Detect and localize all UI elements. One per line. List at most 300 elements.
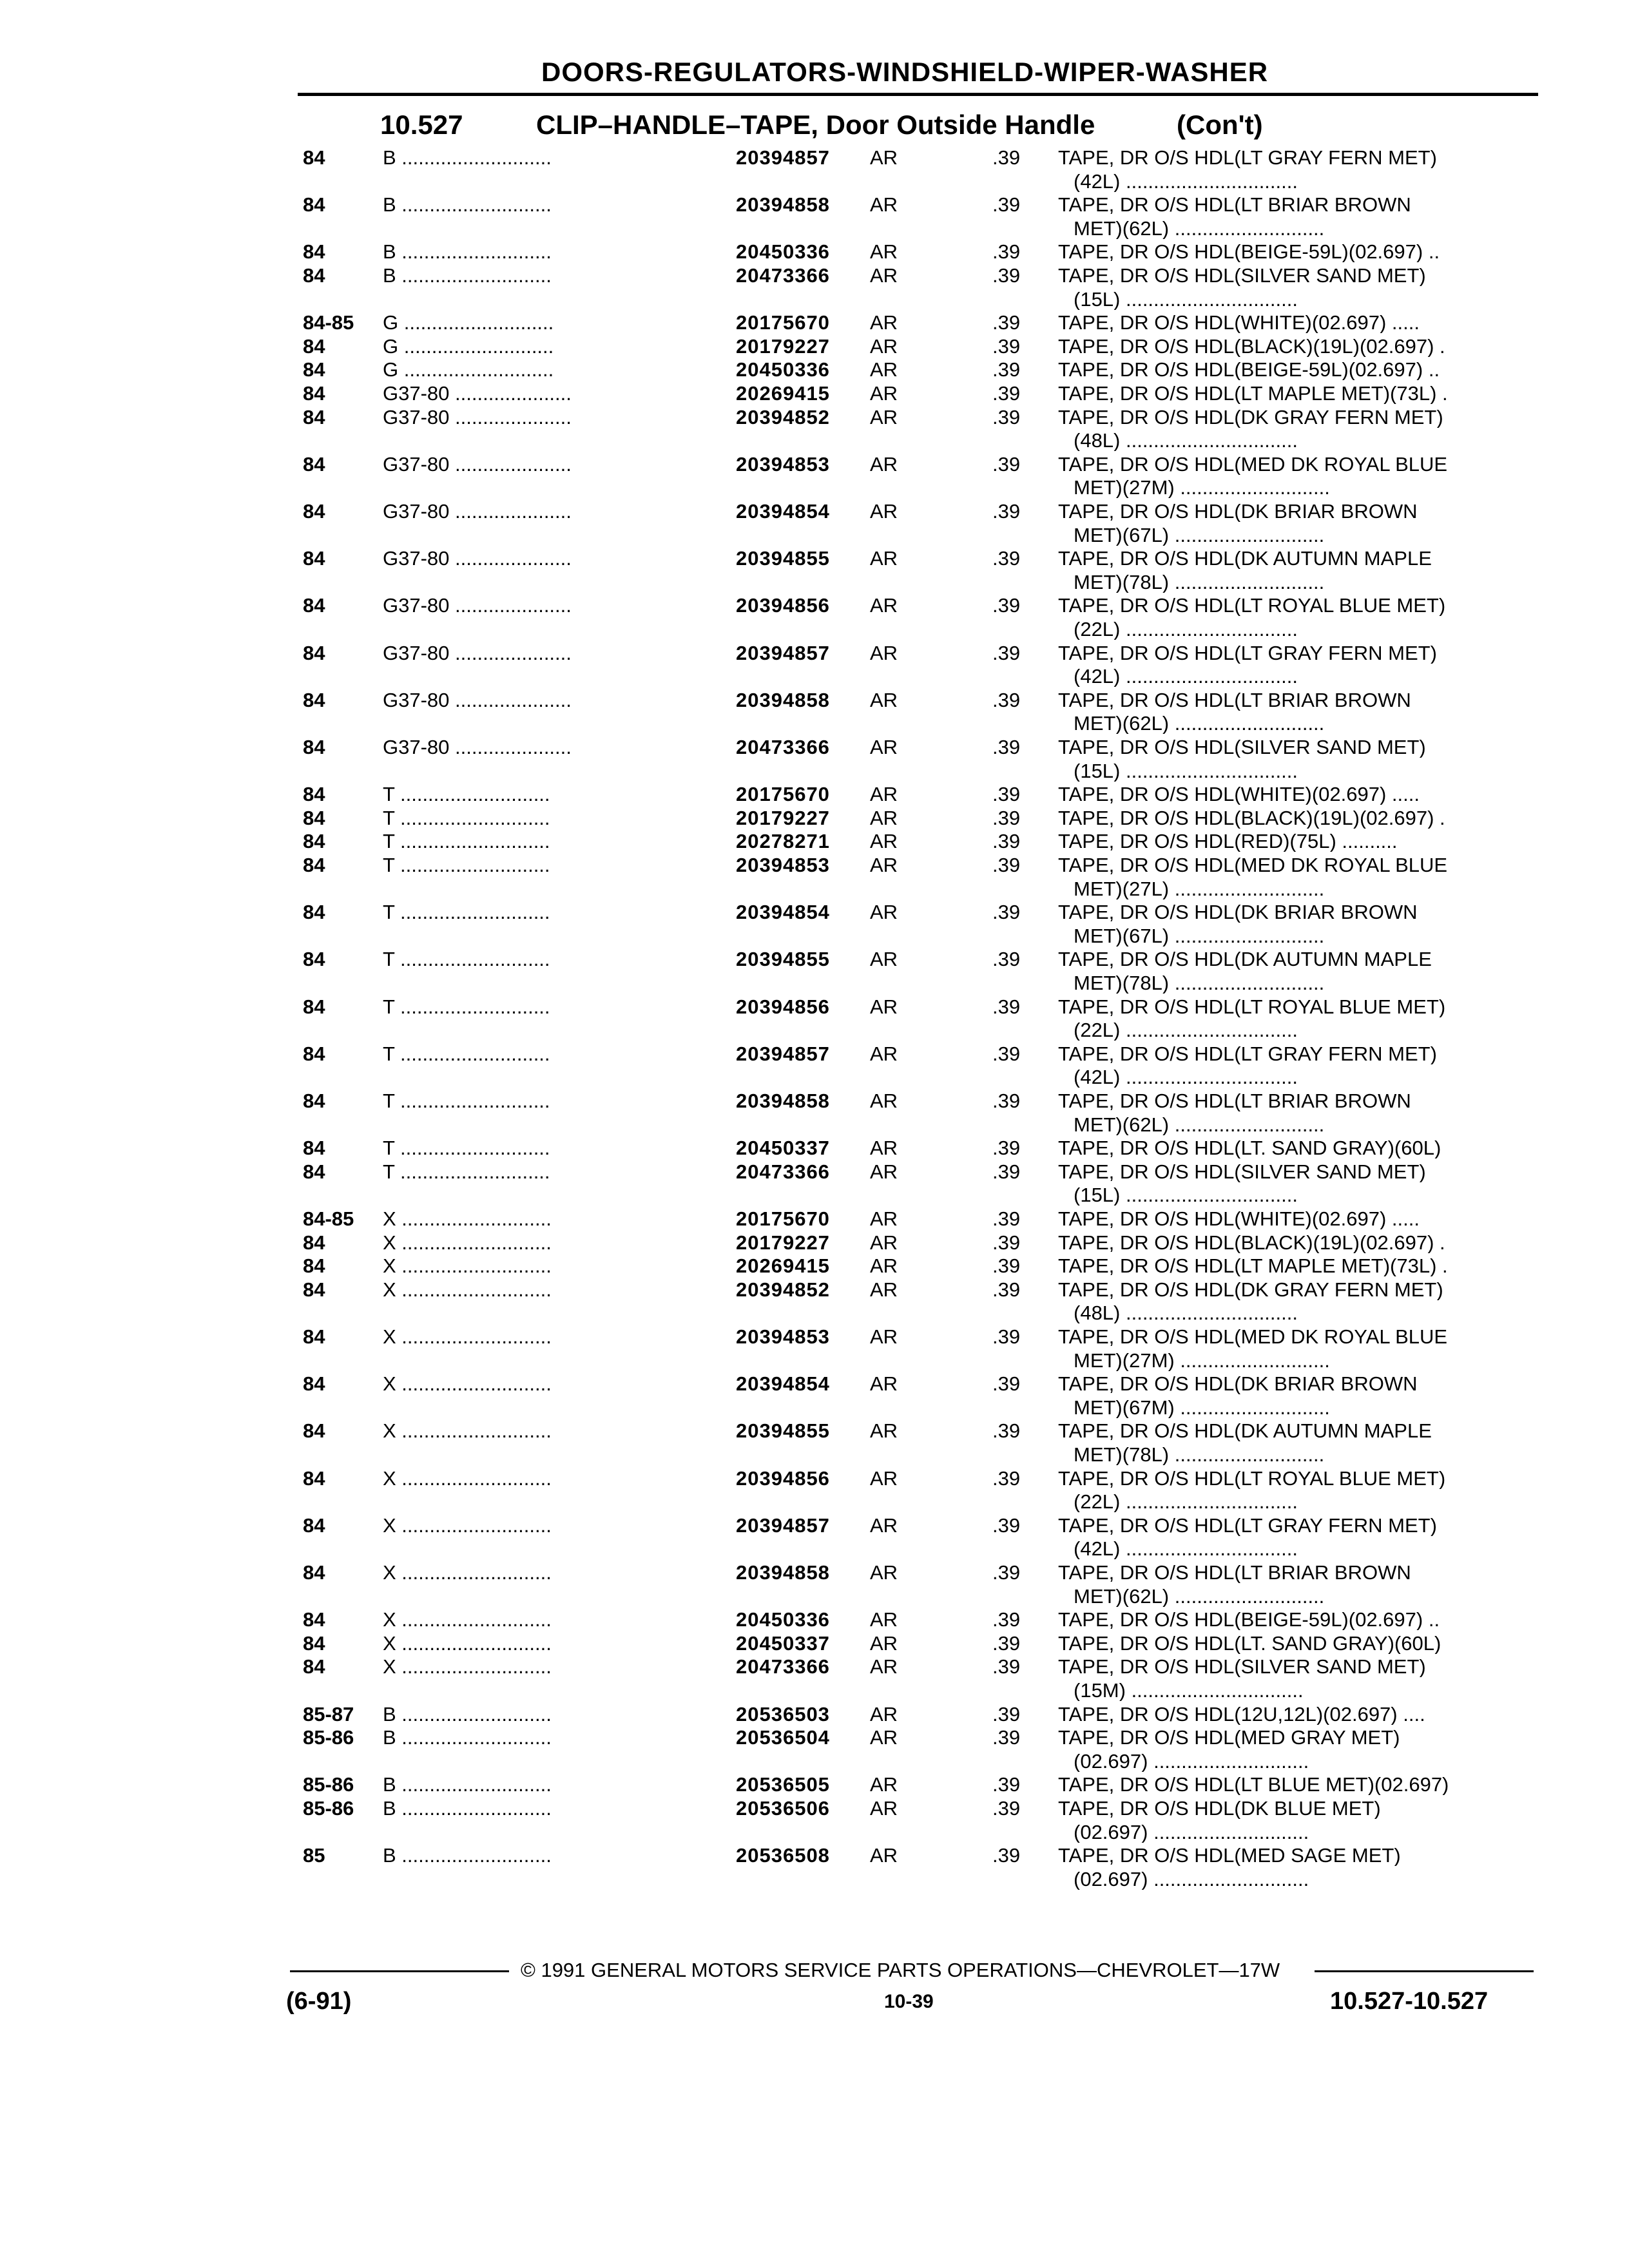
table-row (0, 336, 1629, 357)
row-description: TAPE, DR O/S HDL(LT GRAY FERN MET) (1058, 147, 1437, 168)
row-series: X ........................... (383, 1562, 552, 1583)
row-description: TAPE, DR O/S HDL(LT BLUE MET)(02.697) (1058, 1774, 1449, 1795)
row-year: 84 (303, 830, 325, 852)
row-quantity: AR (870, 1844, 898, 1867)
table-row (0, 689, 1629, 711)
row-year: 84 (303, 240, 325, 263)
table-row-continuation (0, 1491, 1629, 1512)
row-series: X ........................... (383, 1279, 552, 1300)
row-year: 84 (303, 1561, 325, 1584)
row-year: 84 (303, 1043, 325, 1065)
table-row (0, 1279, 1629, 1300)
row-description: TAPE, DR O/S HDL(LT BRIAR BROWN (1058, 1090, 1411, 1111)
row-description: TAPE, DR O/S HDL(DK BRIAR BROWN (1058, 901, 1418, 923)
row-quantity: AR (870, 1561, 898, 1584)
row-series: T ........................... (383, 1090, 550, 1111)
row-part-number: 20473366 (736, 1655, 830, 1678)
row-description: TAPE, DR O/S HDL(BLACK)(19L)(02.697) . (1058, 1232, 1445, 1253)
row-series: B ........................... (383, 1727, 552, 1748)
row-series: X ........................... (383, 1232, 552, 1253)
footer-date: (6-91) (286, 1988, 352, 2015)
row-quantity: AR (870, 948, 898, 970)
row-description: TAPE, DR O/S HDL(BLACK)(19L)(02.697) . (1058, 807, 1445, 829)
row-year: 84 (303, 901, 325, 923)
row-quantity: AR (870, 854, 898, 876)
row-price: .39 (992, 1160, 1021, 1183)
row-description: TAPE, DR O/S HDL(LT BRIAR BROWN (1058, 1562, 1411, 1583)
row-quantity: AR (870, 1254, 898, 1277)
row-quantity: AR (870, 995, 898, 1018)
row-description-cont: (42L) ............................... (1074, 666, 1298, 687)
row-year: 84 (303, 1467, 325, 1490)
row-part-number: 20394853 (736, 854, 830, 876)
row-price: .39 (992, 1254, 1021, 1277)
row-series: X ........................... (383, 1609, 552, 1630)
row-series: T ........................... (383, 831, 550, 852)
row-part-number: 20278271 (736, 830, 830, 852)
row-description-cont: MET)(62L) ........................... (1074, 1586, 1325, 1607)
row-series: X ........................... (383, 1326, 552, 1347)
table-row-continuation (0, 1184, 1629, 1206)
section-name: CLIP–HANDLE–TAPE, Door Outside Handle (536, 110, 1095, 140)
row-description-cont: (22L) ............................... (1074, 619, 1298, 640)
row-part-number: 20394858 (736, 193, 830, 216)
row-description-cont: (48L) ............................... (1074, 1302, 1298, 1323)
table-row (0, 194, 1629, 215)
section-number: 10.527 (380, 110, 463, 140)
row-description-cont: (02.697) ............................ (1074, 1821, 1309, 1843)
row-description-cont: (22L) ............................... (1074, 1491, 1298, 1512)
table-row-continuation (0, 1869, 1629, 1890)
row-series: T ........................... (383, 996, 550, 1017)
row-series: X ........................... (383, 1656, 552, 1677)
row-description-cont: (15L) ............................... (1074, 1184, 1298, 1206)
row-quantity: AR (870, 1467, 898, 1490)
row-quantity: AR (870, 642, 898, 664)
row-series: X ........................... (383, 1468, 552, 1489)
table-row (0, 1798, 1629, 1819)
row-part-number: 20175670 (736, 1207, 830, 1230)
row-price: .39 (992, 642, 1021, 664)
table-row (0, 454, 1629, 475)
row-description-cont: (42L) ............................... (1074, 171, 1298, 192)
row-part-number: 20536503 (736, 1703, 830, 1725)
row-quantity: AR (870, 311, 898, 334)
row-part-number: 20394858 (736, 1090, 830, 1112)
row-quantity: AR (870, 1703, 898, 1725)
row-part-number: 20473366 (736, 1160, 830, 1183)
row-description-cont: MET)(67M) ........................... (1074, 1397, 1330, 1418)
row-quantity: AR (870, 240, 898, 263)
table-row-continuation (0, 1680, 1629, 1701)
row-price: .39 (992, 1231, 1021, 1254)
row-description: TAPE, DR O/S HDL(LT GRAY FERN MET) (1058, 1043, 1437, 1064)
table-row-continuation (0, 572, 1629, 593)
row-description: TAPE, DR O/S HDL(LT. SAND GRAY)(60L) (1058, 1137, 1441, 1158)
row-price: .39 (992, 1655, 1021, 1678)
row-part-number: 20394857 (736, 146, 830, 169)
row-quantity: AR (870, 1160, 898, 1183)
row-price: .39 (992, 335, 1021, 358)
row-series: B ........................... (383, 1845, 552, 1866)
footer-copyright: © 1991 GENERAL MOTORS SERVICE PARTS OPERATIONS—CHEVROLET—17W (521, 1959, 1280, 1981)
row-part-number: 20394856 (736, 594, 830, 617)
row-year: 84 (303, 854, 325, 876)
row-year: 84 (303, 1160, 325, 1183)
row-description-cont: MET)(27L) ........................... (1074, 878, 1325, 899)
row-description-cont: MET)(27M) ........................... (1074, 1350, 1330, 1371)
row-year: 84 (303, 1090, 325, 1112)
row-series: G37-80 ..................... (383, 383, 572, 404)
page-header-title: DOORS-REGULATORS-WINDSHIELD-WIPER-WASHER (541, 57, 1269, 87)
row-description-cont: MET)(67L) ........................... (1074, 925, 1325, 947)
row-description: TAPE, DR O/S HDL(LT MAPLE MET)(73L) . (1058, 383, 1448, 404)
row-year: 84-85 (303, 311, 354, 334)
row-year: 85 (303, 1844, 325, 1867)
row-price: .39 (992, 807, 1021, 829)
row-year: 84 (303, 1608, 325, 1631)
row-year: 85-86 (303, 1773, 354, 1796)
header-rule (298, 93, 1538, 96)
row-part-number: 20394857 (736, 1514, 830, 1537)
row-description: TAPE, DR O/S HDL(SILVER SAND MET) (1058, 265, 1426, 286)
row-description: TAPE, DR O/S HDL(SILVER SAND MET) (1058, 1656, 1426, 1677)
row-price: .39 (992, 406, 1021, 428)
table-row-continuation (0, 289, 1629, 310)
row-series: G ........................... (383, 312, 554, 333)
row-description: TAPE, DR O/S HDL(LT. SAND GRAY)(60L) (1058, 1633, 1441, 1654)
row-price: .39 (992, 311, 1021, 334)
row-description: TAPE, DR O/S HDL(WHITE)(02.697) ..... (1058, 312, 1420, 333)
row-part-number: 20450336 (736, 358, 830, 381)
row-year: 84 (303, 1655, 325, 1678)
row-price: .39 (992, 1043, 1021, 1065)
row-quantity: AR (870, 264, 898, 287)
row-description-cont: (42L) ............................... (1074, 1066, 1298, 1088)
row-price: .39 (992, 948, 1021, 970)
row-year: 84 (303, 264, 325, 287)
row-price: .39 (992, 1514, 1021, 1537)
row-year: 84 (303, 382, 325, 405)
row-price: .39 (992, 1090, 1021, 1112)
row-part-number: 20179227 (736, 807, 830, 829)
row-quantity: AR (870, 1655, 898, 1678)
footer-section-range: 10.527-10.527 (1330, 1988, 1489, 2015)
row-quantity: AR (870, 783, 898, 805)
row-description: TAPE, DR O/S HDL(BEIGE-59L)(02.697) .. (1058, 241, 1440, 262)
row-price: .39 (992, 547, 1021, 570)
row-quantity: AR (870, 547, 898, 570)
table-row (0, 996, 1629, 1017)
row-price: .39 (992, 1561, 1021, 1584)
row-description: TAPE, DR O/S HDL(MED DK ROYAL BLUE (1058, 1326, 1448, 1347)
row-year: 84 (303, 500, 325, 523)
row-price: .39 (992, 736, 1021, 758)
row-year: 84 (303, 453, 325, 476)
row-price: .39 (992, 1278, 1021, 1301)
row-quantity: AR (870, 1726, 898, 1749)
row-description: TAPE, DR O/S HDL(DK BLUE MET) (1058, 1798, 1381, 1819)
row-series: X ........................... (383, 1633, 552, 1654)
table-row (0, 1137, 1629, 1158)
row-price: .39 (992, 453, 1021, 476)
row-description-cont: MET)(78L) ........................... (1074, 972, 1325, 994)
row-year: 84 (303, 1254, 325, 1277)
row-part-number: 20394854 (736, 1372, 830, 1395)
table-row (0, 901, 1629, 923)
table-row-continuation (0, 925, 1629, 947)
row-year: 84 (303, 146, 325, 169)
row-part-number: 20394855 (736, 948, 830, 970)
table-row (0, 831, 1629, 852)
table-row (0, 1609, 1629, 1630)
row-quantity: AR (870, 335, 898, 358)
row-part-number: 20179227 (736, 335, 830, 358)
row-year: 85-86 (303, 1726, 354, 1749)
row-price: .39 (992, 1467, 1021, 1490)
row-description-cont: (48L) ............................... (1074, 430, 1298, 451)
row-year: 84 (303, 406, 325, 428)
row-price: .39 (992, 1372, 1021, 1395)
row-description: TAPE, DR O/S HDL(SILVER SAND MET) (1058, 736, 1426, 758)
row-year: 85-87 (303, 1703, 354, 1725)
table-row (0, 241, 1629, 262)
row-year: 84 (303, 807, 325, 829)
row-year: 84 (303, 1514, 325, 1537)
row-price: .39 (992, 1726, 1021, 1749)
row-description: TAPE, DR O/S HDL(LT GRAY FERN MET) (1058, 642, 1437, 664)
row-series: B ........................... (383, 1774, 552, 1795)
row-year: 84 (303, 736, 325, 758)
row-series: T ........................... (383, 901, 550, 923)
row-price: .39 (992, 1137, 1021, 1159)
table-row (0, 1090, 1629, 1111)
row-description: TAPE, DR O/S HDL(LT MAPLE MET)(73L) . (1058, 1255, 1448, 1276)
row-series: G37-80 ..................... (383, 548, 572, 569)
row-part-number: 20394857 (736, 642, 830, 664)
table-row-continuation (0, 1586, 1629, 1607)
row-series: T ........................... (383, 1161, 550, 1182)
table-row (0, 1420, 1629, 1441)
row-series: X ........................... (383, 1208, 552, 1229)
row-description: TAPE, DR O/S HDL(LT ROYAL BLUE MET) (1058, 996, 1446, 1017)
row-series: B ........................... (383, 265, 552, 286)
table-row-continuation (0, 1821, 1629, 1843)
row-price: .39 (992, 1325, 1021, 1348)
row-year: 84 (303, 642, 325, 664)
row-description: TAPE, DR O/S HDL(DK AUTUMN MAPLE (1058, 948, 1432, 970)
table-row-continuation (0, 1350, 1629, 1371)
row-price: .39 (992, 500, 1021, 523)
table-row (0, 948, 1629, 970)
row-year: 84 (303, 948, 325, 970)
table-row-continuation (0, 524, 1629, 546)
table-row-continuation (0, 972, 1629, 994)
table-row-continuation (0, 878, 1629, 899)
row-part-number: 20450337 (736, 1137, 830, 1159)
row-description: TAPE, DR O/S HDL(BEIGE-59L)(02.697) .. (1058, 359, 1440, 380)
row-part-number: 20536505 (736, 1773, 830, 1796)
row-quantity: AR (870, 146, 898, 169)
row-part-number: 20394852 (736, 1278, 830, 1301)
row-quantity: AR (870, 1797, 898, 1820)
row-quantity: AR (870, 406, 898, 428)
row-year: 84 (303, 1278, 325, 1301)
row-quantity: AR (870, 1231, 898, 1254)
row-price: .39 (992, 854, 1021, 876)
row-quantity: AR (870, 1278, 898, 1301)
row-series: T ........................... (383, 783, 550, 805)
footer-page-number: 10-39 (884, 1991, 934, 2012)
table-row-continuation (0, 1114, 1629, 1135)
row-part-number: 20394852 (736, 406, 830, 428)
table-row (0, 1515, 1629, 1536)
table-row-continuation (0, 760, 1629, 782)
row-year: 85-86 (303, 1797, 354, 1820)
row-price: .39 (992, 995, 1021, 1018)
row-description: TAPE, DR O/S HDL(RED)(75L) .......... (1058, 831, 1398, 852)
row-year: 84-85 (303, 1207, 354, 1230)
row-part-number: 20394855 (736, 1419, 830, 1442)
row-quantity: AR (870, 736, 898, 758)
row-series: T ........................... (383, 1137, 550, 1158)
row-year: 84 (303, 1419, 325, 1442)
row-description: TAPE, DR O/S HDL(WHITE)(02.697) ..... (1058, 783, 1420, 805)
row-quantity: AR (870, 1372, 898, 1395)
row-price: .39 (992, 240, 1021, 263)
row-part-number: 20394857 (736, 1043, 830, 1065)
row-description-cont: MET)(62L) ........................... (1074, 713, 1325, 734)
section-continued: (Con't) (1177, 110, 1263, 140)
row-description: TAPE, DR O/S HDL(LT ROYAL BLUE MET) (1058, 1468, 1446, 1489)
table-row (0, 1208, 1629, 1229)
table-row-continuation (0, 430, 1629, 451)
row-quantity: AR (870, 358, 898, 381)
row-series: G37-80 ..................... (383, 689, 572, 711)
row-quantity: AR (870, 830, 898, 852)
row-price: .39 (992, 264, 1021, 287)
row-series: T ........................... (383, 948, 550, 970)
table-row (0, 1774, 1629, 1795)
row-year: 84 (303, 1137, 325, 1159)
table-row (0, 807, 1629, 829)
table-row-continuation (0, 1444, 1629, 1465)
footer-rule-right (1315, 1970, 1534, 1972)
row-part-number: 20536508 (736, 1844, 830, 1867)
row-series: B ........................... (383, 241, 552, 262)
row-year: 84 (303, 995, 325, 1018)
table-row (0, 1043, 1629, 1064)
row-part-number: 20269415 (736, 1254, 830, 1277)
row-price: .39 (992, 1207, 1021, 1230)
row-description-cont: (22L) ............................... (1074, 1019, 1298, 1041)
table-row (0, 383, 1629, 404)
table-row (0, 1161, 1629, 1182)
row-quantity: AR (870, 594, 898, 617)
table-row-continuation (0, 1751, 1629, 1772)
row-quantity: AR (870, 500, 898, 523)
table-row (0, 1656, 1629, 1677)
row-description: TAPE, DR O/S HDL(DK AUTUMN MAPLE (1058, 1420, 1432, 1441)
row-part-number: 20394858 (736, 689, 830, 711)
row-part-number: 20394854 (736, 901, 830, 923)
row-quantity: AR (870, 1043, 898, 1065)
row-series: X ........................... (383, 1373, 552, 1394)
row-year: 84 (303, 1372, 325, 1395)
row-description: TAPE, DR O/S HDL(DK BRIAR BROWN (1058, 501, 1418, 522)
row-description-cont: (02.697) ............................ (1074, 1869, 1309, 1890)
table-row (0, 1562, 1629, 1583)
table-row (0, 1326, 1629, 1347)
row-description: TAPE, DR O/S HDL(BEIGE-59L)(02.697) .. (1058, 1609, 1440, 1630)
row-part-number: 20269415 (736, 382, 830, 405)
row-year: 84 (303, 1632, 325, 1655)
row-price: .39 (992, 1608, 1021, 1631)
row-price: .39 (992, 1797, 1021, 1820)
row-part-number: 20175670 (736, 783, 830, 805)
row-series: B ........................... (383, 147, 552, 168)
row-part-number: 20394858 (736, 1561, 830, 1584)
row-part-number: 20536506 (736, 1797, 830, 1820)
row-description: TAPE, DR O/S HDL(BLACK)(19L)(02.697) . (1058, 336, 1445, 357)
row-price: .39 (992, 901, 1021, 923)
table-row (0, 736, 1629, 758)
row-series: B ........................... (383, 194, 552, 215)
row-description: TAPE, DR O/S HDL(MED GRAY MET) (1058, 1727, 1400, 1748)
row-price: .39 (992, 1773, 1021, 1796)
row-year: 84 (303, 1325, 325, 1348)
row-year: 84 (303, 783, 325, 805)
table-row (0, 312, 1629, 333)
table-row-continuation (0, 477, 1629, 498)
row-series: G37-80 ..................... (383, 407, 572, 428)
row-price: .39 (992, 382, 1021, 405)
row-description-cont: MET)(78L) ........................... (1074, 1444, 1325, 1465)
row-quantity: AR (870, 689, 898, 711)
row-quantity: AR (870, 1207, 898, 1230)
row-part-number: 20450336 (736, 240, 830, 263)
row-quantity: AR (870, 193, 898, 216)
row-series: G ........................... (383, 336, 554, 357)
row-series: X ........................... (383, 1420, 552, 1441)
table-row (0, 1845, 1629, 1866)
row-year: 84 (303, 193, 325, 216)
row-part-number: 20450336 (736, 1608, 830, 1631)
table-row (0, 407, 1629, 428)
row-part-number: 20394854 (736, 500, 830, 523)
row-description: TAPE, DR O/S HDL(MED DK ROYAL BLUE (1058, 854, 1448, 876)
table-row-continuation (0, 1302, 1629, 1323)
table-row (0, 1232, 1629, 1253)
table-row (0, 854, 1629, 876)
table-row-continuation (0, 1019, 1629, 1041)
row-series: G ........................... (383, 359, 554, 380)
row-price: .39 (992, 146, 1021, 169)
row-part-number: 20179227 (736, 1231, 830, 1254)
table-row-continuation (0, 619, 1629, 640)
table-row (0, 1704, 1629, 1725)
table-row (0, 1727, 1629, 1748)
table-row (0, 642, 1629, 664)
row-part-number: 20536504 (736, 1726, 830, 1749)
row-series: T ........................... (383, 854, 550, 876)
row-description: TAPE, DR O/S HDL(DK GRAY FERN MET) (1058, 407, 1443, 428)
row-quantity: AR (870, 1773, 898, 1796)
row-quantity: AR (870, 807, 898, 829)
row-quantity: AR (870, 382, 898, 405)
row-quantity: AR (870, 1514, 898, 1537)
row-description: TAPE, DR O/S HDL(LT BRIAR BROWN (1058, 689, 1411, 711)
